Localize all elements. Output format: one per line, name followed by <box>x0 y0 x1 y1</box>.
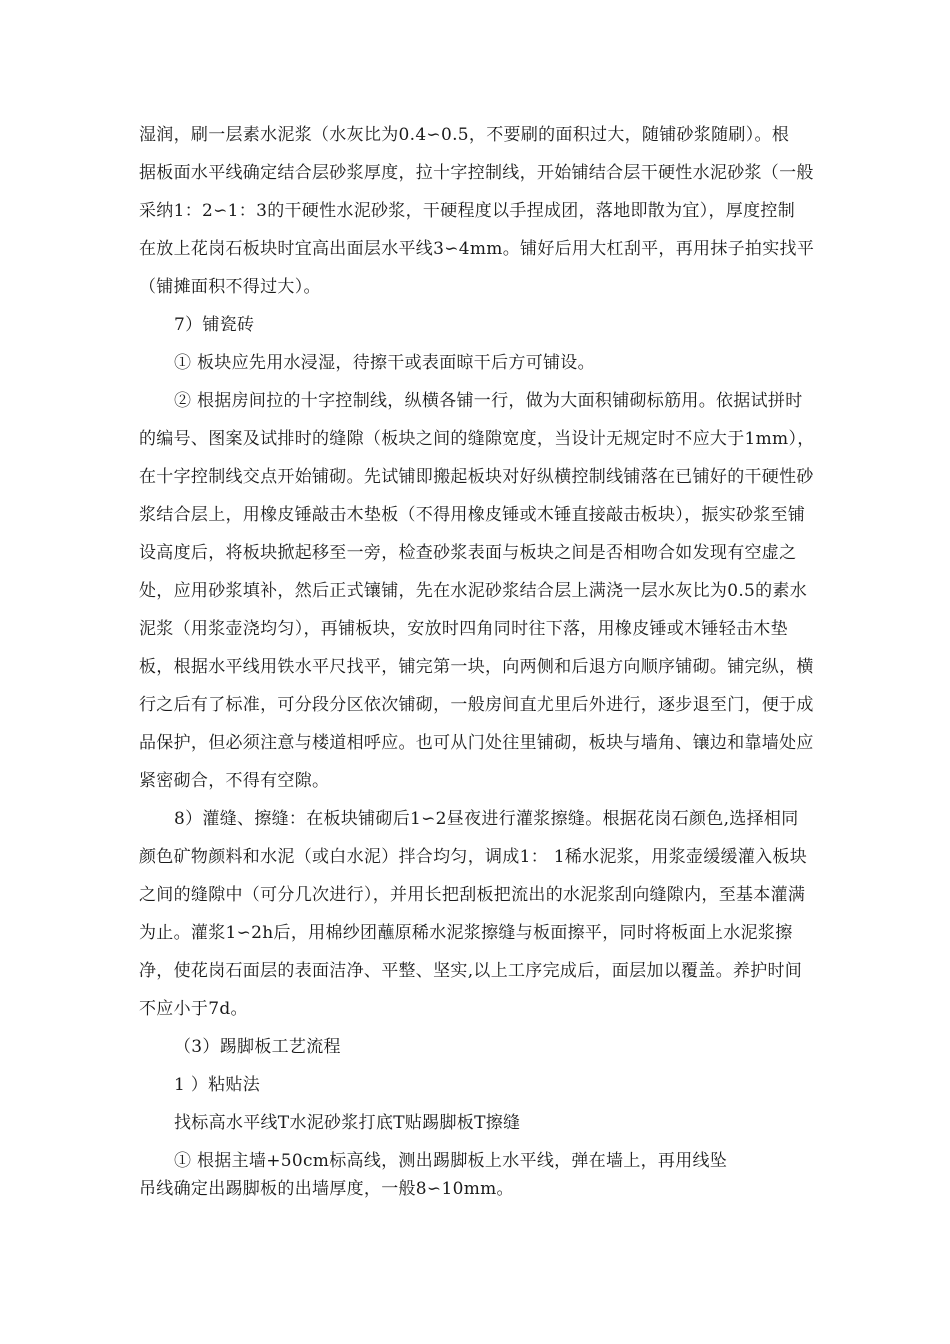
list-item: ① 根据主墙+50cm标高线，测出踢脚板上水平线，弹在墙上，再用线坠 <box>174 1151 728 1171</box>
body-line: 吊线确定出踢脚板的出墙厚度，一般8∽10mm。 <box>139 1179 514 1199</box>
body-line: 紧密砌合，不得有空隙。 <box>139 771 330 791</box>
list-item: ② 根据房间拉的十字控制线，纵横各铺一行，做为大面积铺砌标筋用。依据试拼时 <box>174 391 803 411</box>
body-line: 在十字控制线交点开始铺砌。先试铺即搬起板块对好纵横控制线铺落在已铺好的干硬性砂 <box>139 467 814 487</box>
section-heading: 7）铺瓷砖 <box>174 315 255 335</box>
section-heading: （3）踢脚板工艺流程 <box>174 1037 341 1057</box>
body-line: 行之后有了标准，可分段分区依次铺砌，一般房间直尤里后外进行，逐步退至门，便于成 <box>139 695 814 715</box>
body-line: 处，应用砂浆填补，然后正式镶铺，先在水泥砂浆结合层上满浇一层水灰比为0.5的素水 <box>139 581 808 601</box>
body-line: 设高度后，将板块掀起移至一旁，检查砂浆表面与板块之间是否相吻合如发现有空虚之 <box>139 543 797 563</box>
body-line: 之间的缝隙中（可分几次进行），并用长把刮板把流出的水泥浆刮向缝隙内，至基本灌满 <box>139 885 806 905</box>
process-flow: 找标高水平线T水泥砂浆打底T贴踢脚板T擦缝 <box>174 1113 521 1133</box>
body-line: 品保护，但必须注意与楼道相呼应。也可从门处往里铺砌，板块与墙角、镶边和靠墙处应 <box>139 733 814 753</box>
body-line: 采纳1：2∽1：3的干硬性水泥砂浆，干硬程度以手捏成团，落地即散为宜），厚度控制 <box>139 201 796 221</box>
body-line: 浆结合层上，用橡皮锤敲击木垫板（不得用橡皮锤或木锤直接敲击板块），振实砂浆至铺 <box>139 505 806 525</box>
body-line: 据板面水平线确定结合层砂浆厚度，拉十字控制线，开始铺结合层干硬性水泥砂浆（一般 <box>139 163 814 183</box>
body-line: 板，根据水平线用铁水平尺找平，铺完第一块，向两侧和后退方向顺序铺砌。铺完纵，横 <box>139 657 814 677</box>
body-line: 为止。灌浆1∽2h后，用棉纱团蘸原稀水泥浆擦缝与板面擦平，同时将板面上水泥浆擦 <box>139 923 793 943</box>
body-line: （铺摊面积不得过大）。 <box>139 277 321 297</box>
body-line: 在放上花岗石板块时宜高出面层水平线3∽4mm。铺好后用大杠刮平，再用抹子拍实找平 <box>139 239 815 259</box>
body-line: 净，使花岗石面层的表面洁净、平整、坚实,以上工序完成后，面层加以覆盖。养护时间 <box>139 961 803 981</box>
body-line: 的编号、图案及试排时的缝隙（板块之间的缝隙宽度，当设计无规定时不应大于1mm）， <box>139 429 815 449</box>
body-line: 颜色矿物颜料和水泥（或白水泥）拌合均匀，调成1： 1稀水泥浆，用浆壶缓缓灌入板块 <box>139 847 808 867</box>
section-heading: 8）灌缝、擦缝：在板块铺砌后1∽2昼夜进行灌浆擦缝。根据花岗石颜色,选择相同 <box>174 809 799 829</box>
body-line: 泥浆（用浆壶浇均匀），再铺板块，安放时四角同时往下落，用橡皮锤或木锤轻击木垫 <box>139 619 788 639</box>
body-line: 湿润，刷一层素水泥浆（水灰比为0.4∽0.5，不要刷的面积过大，随铺砂浆随刷）。根 <box>139 125 790 145</box>
body-line: 不应小于7d。 <box>139 999 248 1019</box>
list-item: ① 板块应先用水浸湿，待擦干或表面晾干后方可铺设。 <box>174 353 595 373</box>
subsection-heading: 1 ）粘贴法 <box>174 1075 261 1095</box>
